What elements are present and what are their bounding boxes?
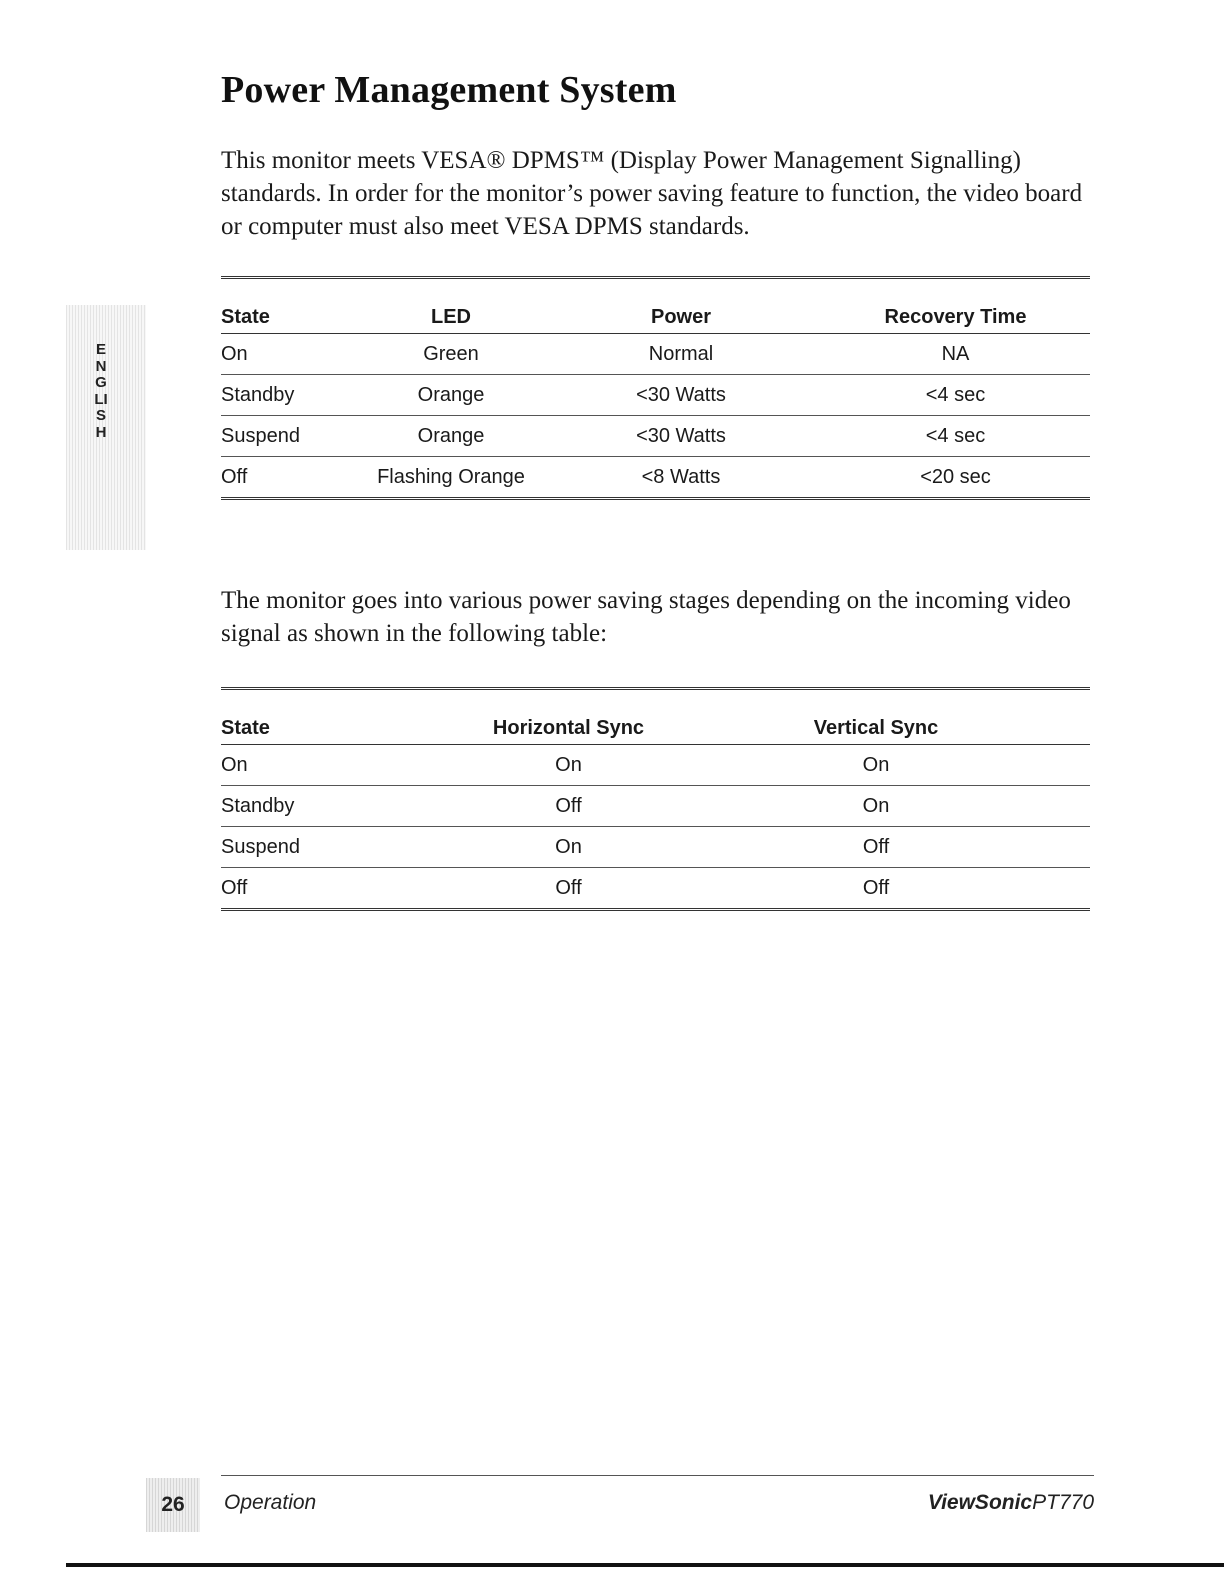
power-cell: <30 Watts <box>541 375 821 416</box>
state-cell: On <box>221 334 361 375</box>
column-header-vertical-sync: Vertical Sync <box>736 689 1016 745</box>
intro-paragraph: This monitor meets VESA® DPMS™ (Display Power Management Signalling) standards. In order for the monitor’s power saving feature to function, the video board or computer must also meet VESA DPMS standards. <box>221 147 1083 240</box>
recovery-time-cell: <4 sec <box>821 375 1090 416</box>
recovery-time-cell: NA <box>821 334 1090 375</box>
led-cell: Orange <box>361 416 541 457</box>
sync-signal-table <box>221 687 1090 911</box>
page-bottom-bar <box>66 1563 1224 1567</box>
state-cell: On <box>221 745 401 786</box>
recovery-time-cell: <20 sec <box>920 465 991 488</box>
vertical-sync-cell: Off <box>862 876 890 899</box>
footer-brand: ViewSonic <box>927 1491 1033 1514</box>
state-cell: Suspend <box>221 827 401 868</box>
spacer-cell <box>1016 868 1090 910</box>
state-cell: Standby <box>221 375 361 416</box>
table-row <box>221 868 1090 910</box>
led-cell: Green <box>361 334 541 375</box>
column-header-horizontal-sync: Horizontal Sync <box>401 689 736 745</box>
horizontal-sync-cell: Off <box>555 876 582 899</box>
vertical-sync-cell: Off <box>736 827 1016 868</box>
state-cell: Off <box>221 876 248 899</box>
language-label: ENGLISH <box>94 341 108 441</box>
footer-divider <box>221 1475 1094 1476</box>
power-states-table <box>221 276 1090 500</box>
spacer-cell <box>1016 745 1090 786</box>
spacer-cell <box>1016 786 1090 827</box>
column-header-power: Power <box>541 278 821 334</box>
led-cell: Flashing Orange <box>377 465 525 488</box>
horizontal-sync-cell: On <box>401 827 736 868</box>
power-cell: Normal <box>541 334 821 375</box>
column-header-led: LED <box>361 278 541 334</box>
table-header-row <box>221 689 1090 745</box>
column-header-recovery-time: Recovery Time <box>821 278 1090 334</box>
vertical-sync-cell: On <box>736 786 1016 827</box>
horizontal-sync-cell: On <box>401 745 736 786</box>
footer-model: PT770 <box>1032 1491 1094 1514</box>
table-row <box>221 827 1090 868</box>
footer-section-label: Operation <box>224 1491 317 1514</box>
vertical-sync-cell: On <box>736 745 1016 786</box>
table-row <box>221 375 1090 416</box>
state-cell: Standby <box>221 786 401 827</box>
language-side-tab <box>66 305 146 550</box>
horizontal-sync-cell: Off <box>401 786 736 827</box>
table-row <box>221 745 1090 786</box>
column-header-state: State <box>221 689 401 745</box>
state-cell: Off <box>221 465 248 488</box>
table-header-row <box>221 278 1090 334</box>
table-row <box>221 457 1090 499</box>
page-title: Power Management System <box>221 69 677 111</box>
state-cell: Suspend <box>221 416 361 457</box>
power-cell: <8 Watts <box>641 465 721 488</box>
led-cell: Orange <box>361 375 541 416</box>
table-row <box>221 416 1090 457</box>
table-row <box>221 786 1090 827</box>
recovery-time-cell: <4 sec <box>821 416 1090 457</box>
spacer-cell <box>1016 827 1090 868</box>
page-number: 26 <box>146 1478 200 1532</box>
column-header-state: State <box>221 278 361 334</box>
sync-intro-paragraph: The monitor goes into various power saving stages depending on the incoming video signal as shown in the following table: <box>221 587 1071 647</box>
column-spacer <box>1016 689 1090 745</box>
footer-product-name <box>928 1491 1094 1515</box>
table-row <box>221 334 1090 375</box>
power-cell: <30 Watts <box>541 416 821 457</box>
